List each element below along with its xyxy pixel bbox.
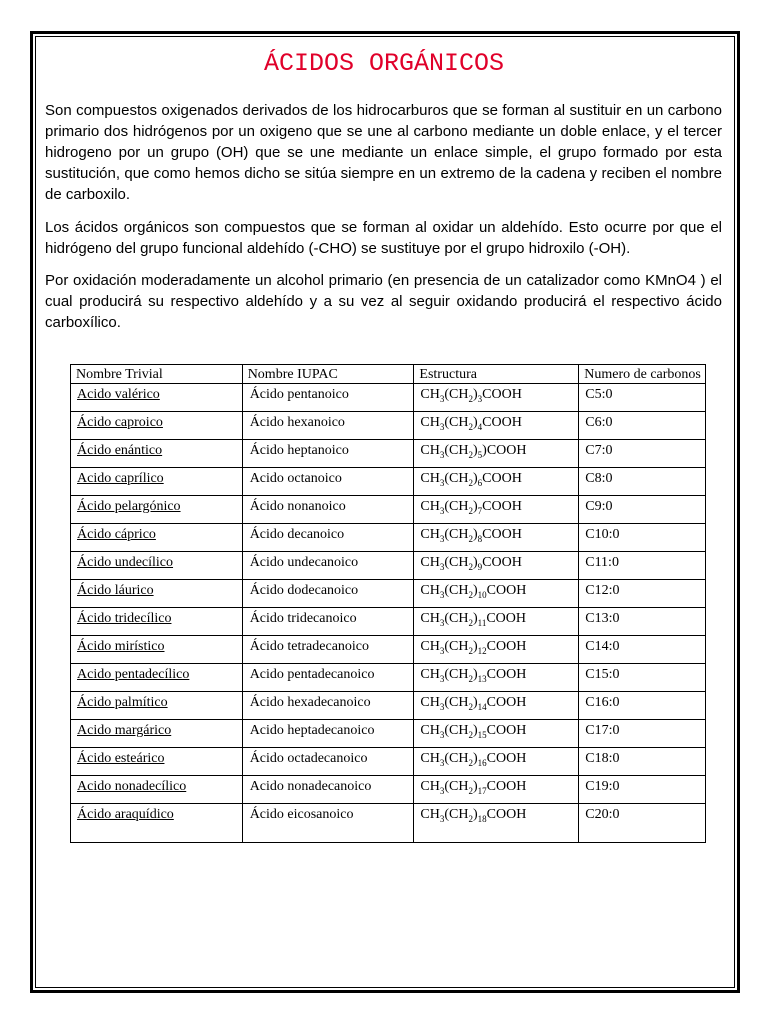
trivial-name-link[interactable]: Ácido caproico <box>77 415 163 430</box>
structure-cell <box>414 496 579 524</box>
formula-subscript: 2 <box>468 421 473 432</box>
formula-subscript: 3 <box>439 673 445 684</box>
carbon-number-cell: C18:0 <box>579 748 706 776</box>
formula-subscript: 2 <box>468 449 473 460</box>
trivial-name-cell <box>71 776 243 804</box>
formula-part: COOH <box>486 667 527 682</box>
trivial-name-link[interactable]: Ácido enántico <box>77 443 163 458</box>
formula-subscript: 3 <box>439 785 445 796</box>
carbon-number-cell: C5:0 <box>579 384 706 412</box>
structure-cell <box>414 468 579 496</box>
trivial-name-cell <box>71 608 243 636</box>
formula-part: ) <box>473 779 478 794</box>
table-row <box>71 804 706 843</box>
trivial-name-cell <box>71 496 243 524</box>
structure-cell <box>414 412 579 440</box>
structure-cell <box>414 440 579 468</box>
formula-part: CH <box>420 583 440 598</box>
table-row <box>71 468 706 496</box>
formula-subscript: 3 <box>439 533 445 544</box>
trivial-name-cell <box>71 524 243 552</box>
iupac-name-cell: Acido pentadecanoico <box>242 664 414 692</box>
formula-subscript: 2 <box>468 757 473 768</box>
structure-cell <box>414 636 579 664</box>
formula-subscript: 2 <box>468 477 473 488</box>
formula-subscript: 13 <box>477 673 487 684</box>
formula-subscript: 4 <box>477 421 483 432</box>
table-row <box>71 496 706 524</box>
formula-part: COOH <box>482 415 522 430</box>
formula-subscript: 2 <box>468 645 473 656</box>
trivial-name-link[interactable]: Acido pentadecílico <box>77 667 190 682</box>
formula-part: CH <box>420 443 440 458</box>
trivial-name-link[interactable]: Ácido mirístico <box>77 639 165 654</box>
formula-subscript: 5 <box>477 449 483 460</box>
formula-part: (CH <box>444 639 469 654</box>
formula-subscript: 2 <box>468 589 473 600</box>
structure-cell <box>414 384 579 412</box>
page-title: ÁCIDOS ORGÁNICOS <box>263 49 505 78</box>
carbon-number-cell: C16:0 <box>579 692 706 720</box>
iupac-name-cell: Ácido nonanoico <box>242 496 414 524</box>
trivial-name-cell <box>71 636 243 664</box>
formula-subscript: 2 <box>468 505 473 516</box>
trivial-name-cell <box>71 664 243 692</box>
table-row <box>71 412 706 440</box>
iupac-name-cell: Ácido undecanoico <box>242 552 414 580</box>
paragraph-oxidation: Por oxidación moderadamente un alcohol primario (en presencia de un catalizador como KMnO4 ) el cual producirá su respectivo aldehído y a su vez al seguir oxidando producirá el respectivo ácido carboxílico. <box>45 272 722 331</box>
formula-part: (CH <box>444 415 469 430</box>
formula-part: CH <box>420 611 440 626</box>
header-iupac-name: Nombre IUPAC <box>242 365 414 384</box>
trivial-name-cell <box>71 580 243 608</box>
formula-subscript: 2 <box>468 729 473 740</box>
formula-part: CH <box>420 555 440 570</box>
formula-part: COOH <box>482 527 522 542</box>
formula-part: )COOH <box>482 443 527 458</box>
formula-part: COOH <box>486 723 527 738</box>
table-row <box>71 524 706 552</box>
iupac-name-cell: Ácido heptanoico <box>242 440 414 468</box>
table-row <box>71 776 706 804</box>
formula-subscript: 3 <box>439 505 445 516</box>
structure-cell <box>414 692 579 720</box>
formula-part: (CH <box>444 471 469 486</box>
trivial-name-cell <box>71 384 243 412</box>
formula-subscript: 18 <box>477 813 487 824</box>
trivial-name-cell <box>71 692 243 720</box>
formula-part: COOH <box>482 499 522 514</box>
formula-part: CH <box>420 527 440 542</box>
iupac-name-cell: Ácido octadecanoico <box>242 748 414 776</box>
formula-part: (CH <box>444 527 469 542</box>
trivial-name-link[interactable]: Ácido undecílico <box>77 555 174 570</box>
structure-cell <box>414 804 579 843</box>
formula-part: COOH <box>486 695 527 710</box>
formula-subscript: 10 <box>477 589 487 600</box>
carbon-number-cell: C15:0 <box>579 664 706 692</box>
formula-part: ) <box>473 555 478 570</box>
trivial-name-link[interactable]: Acido valérico <box>77 387 160 402</box>
formula-subscript: 3 <box>439 617 445 628</box>
formula-part: COOH <box>486 751 527 766</box>
structure-cell <box>414 524 579 552</box>
formula-subscript: 2 <box>468 673 473 684</box>
trivial-name-cell <box>71 720 243 748</box>
formula-subscript: 9 <box>477 561 483 572</box>
formula-subscript: 3 <box>439 477 445 488</box>
formula-subscript: 8 <box>477 533 483 544</box>
carbon-number-cell: C6:0 <box>579 412 706 440</box>
formula-part: ) <box>473 443 478 458</box>
formula-part: CH <box>420 387 440 402</box>
iupac-name-cell: Ácido dodecanoico <box>242 580 414 608</box>
trivial-name-link[interactable]: Ácido pelargónico <box>77 499 181 514</box>
formula-subscript: 6 <box>477 477 483 488</box>
formula-subscript: 11 <box>477 617 487 628</box>
structure-cell <box>414 664 579 692</box>
structure-cell <box>414 608 579 636</box>
formula-subscript: 3 <box>439 701 445 712</box>
table-row <box>71 748 706 776</box>
structure-cell <box>414 748 579 776</box>
table-row <box>71 664 706 692</box>
trivial-name-link[interactable]: Ácido esteárico <box>77 751 165 766</box>
formula-part: (CH <box>444 723 469 738</box>
formula-subscript: 2 <box>468 561 473 572</box>
table-row <box>71 636 706 664</box>
formula-part: (CH <box>444 807 469 822</box>
formula-subscript: 3 <box>439 813 445 824</box>
trivial-name-link[interactable]: Ácido araquídico <box>77 807 174 822</box>
formula-part: COOH <box>486 583 527 598</box>
formula-part: CH <box>420 723 440 738</box>
carbon-number-cell: C7:0 <box>579 440 706 468</box>
iupac-name-cell: Ácido hexanoico <box>242 412 414 440</box>
formula-part: ) <box>473 471 478 486</box>
formula-part: (CH <box>444 667 469 682</box>
structure-cell <box>414 776 579 804</box>
formula-part: (CH <box>444 611 469 626</box>
table-row <box>71 440 706 468</box>
table-row <box>71 580 706 608</box>
formula-subscript: 2 <box>468 785 473 796</box>
trivial-name-cell <box>71 552 243 580</box>
formula-subscript: 2 <box>468 393 473 404</box>
trivial-name-cell <box>71 468 243 496</box>
formula-part: COOH <box>486 611 527 626</box>
table-row <box>71 384 706 412</box>
carbon-number-cell: C13:0 <box>579 608 706 636</box>
trivial-name-link[interactable]: Ácido cáprico <box>77 527 156 542</box>
iupac-name-cell: Ácido decanoico <box>242 524 414 552</box>
trivial-name-link[interactable]: Acido caprílico <box>77 471 164 486</box>
formula-part: COOH <box>482 387 522 402</box>
formula-part: ) <box>473 723 478 738</box>
trivial-name-cell <box>71 440 243 468</box>
formula-part: CH <box>420 499 440 514</box>
carbon-number-cell: C19:0 <box>579 776 706 804</box>
formula-part: CH <box>420 751 440 766</box>
header-structure: Estructura <box>414 365 579 384</box>
trivial-name-link[interactable]: Acido margárico <box>77 723 172 738</box>
paragraph-definition: Son compuestos oxigenados derivados de los hidrocarburos que se forman al sustituir en un carbono primario dos hidrógenos por un oxigeno que se une al carbono mediante un doble enlace, y el tercer hidrogeno por un grupo (OH) que se une mediante un enlace simple, el grupo formado por esta sustitución, que como hemos dicho se sitúa siempre en un extremo de la cadena y reciben el nombre de carboxilo. <box>45 102 722 203</box>
formula-subscript: 3 <box>439 561 445 572</box>
formula-subscript: 12 <box>477 645 487 656</box>
iupac-name-cell: Ácido hexadecanoico <box>242 692 414 720</box>
formula-subscript: 3 <box>439 645 445 656</box>
table-row <box>71 720 706 748</box>
structure-cell <box>414 552 579 580</box>
formula-subscript: 14 <box>477 701 487 712</box>
structure-cell <box>414 580 579 608</box>
formula-part: (CH <box>444 779 469 794</box>
carbon-number-cell: C9:0 <box>579 496 706 524</box>
table-row <box>71 692 706 720</box>
iupac-name-cell: Ácido tetradecanoico <box>242 636 414 664</box>
formula-part: ) <box>473 751 478 766</box>
structure-cell <box>414 720 579 748</box>
formula-subscript: 3 <box>439 729 445 740</box>
formula-part: COOH <box>486 779 527 794</box>
formula-subscript: 2 <box>468 533 473 544</box>
trivial-name-link[interactable]: Ácido tridecílico <box>77 611 172 626</box>
formula-part: ) <box>473 499 478 514</box>
formula-part: ) <box>473 667 478 682</box>
formula-subscript: 3 <box>439 421 445 432</box>
formula-part: CH <box>420 639 440 654</box>
formula-part: CH <box>420 415 440 430</box>
formula-part: (CH <box>444 555 469 570</box>
formula-part: (CH <box>444 751 469 766</box>
acids-table <box>70 364 706 843</box>
formula-part: CH <box>420 807 440 822</box>
formula-part: COOH <box>486 807 527 822</box>
formula-subscript: 17 <box>477 785 487 796</box>
formula-part: (CH <box>444 695 469 710</box>
iupac-name-cell: Acido heptadecanoico <box>242 720 414 748</box>
formula-part: ) <box>473 611 478 626</box>
formula-subscript: 3 <box>439 393 445 404</box>
iupac-name-cell: Acido nonadecanoico <box>242 776 414 804</box>
formula-part: (CH <box>444 387 469 402</box>
header-carbon-number: Numero de carbonos <box>579 365 706 384</box>
formula-subscript: 7 <box>477 505 483 516</box>
formula-subscript: 15 <box>477 729 487 740</box>
formula-part: CH <box>420 779 440 794</box>
formula-subscript: 2 <box>468 813 473 824</box>
iupac-name-cell: Ácido eicosanoico <box>242 804 414 843</box>
formula-part: (CH <box>444 499 469 514</box>
carbon-number-cell: C14:0 <box>579 636 706 664</box>
trivial-name-cell <box>71 412 243 440</box>
iupac-name-cell: Ácido pentanoico <box>242 384 414 412</box>
iupac-name-cell: Acido octanoico <box>242 468 414 496</box>
formula-subscript: 2 <box>468 617 473 628</box>
header-trivial-name: Nombre Trivial <box>71 365 243 384</box>
paragraph-aldehyde: Los ácidos orgánicos son compuestos que se forman al oxidar un aldehído. Esto ocurre por que el hidrógeno del grupo funcional aldehído (-CHO) se sustituye por el grupo hidroxilo (-OH). <box>45 219 722 257</box>
formula-subscript: 16 <box>477 757 487 768</box>
table-header-row <box>71 365 706 384</box>
carbon-number-cell: C17:0 <box>579 720 706 748</box>
formula-part: COOH <box>482 471 522 486</box>
formula-part: COOH <box>486 639 527 654</box>
formula-part: (CH <box>444 443 469 458</box>
carbon-number-cell: C11:0 <box>579 552 706 580</box>
formula-subscript: 3 <box>439 449 445 460</box>
trivial-name-link[interactable]: Ácido láurico <box>77 583 154 598</box>
formula-part: ) <box>473 415 478 430</box>
formula-subscript: 3 <box>477 393 483 404</box>
carbon-number-cell: C20:0 <box>579 804 706 843</box>
trivial-name-link[interactable]: Acido nonadecílico <box>77 779 187 794</box>
formula-part: ) <box>473 639 478 654</box>
trivial-name-cell <box>71 748 243 776</box>
carbon-number-cell: C10:0 <box>579 524 706 552</box>
formula-part: CH <box>420 695 440 710</box>
formula-part: ) <box>473 527 478 542</box>
formula-part: (CH <box>444 583 469 598</box>
formula-part: ) <box>473 695 478 710</box>
trivial-name-cell <box>71 804 243 843</box>
formula-subscript: 2 <box>468 701 473 712</box>
table-row <box>71 608 706 636</box>
formula-subscript: 3 <box>439 757 445 768</box>
carbon-number-cell: C8:0 <box>579 468 706 496</box>
formula-part: ) <box>473 583 478 598</box>
iupac-name-cell: Ácido tridecanoico <box>242 608 414 636</box>
carbon-number-cell: C12:0 <box>579 580 706 608</box>
formula-part: CH <box>420 667 440 682</box>
formula-part: ) <box>473 807 478 822</box>
formula-part: COOH <box>482 555 522 570</box>
trivial-name-link[interactable]: Ácido palmítico <box>77 695 168 710</box>
formula-subscript: 3 <box>439 589 445 600</box>
formula-part: CH <box>420 471 440 486</box>
formula-part: ) <box>473 387 478 402</box>
table-row <box>71 552 706 580</box>
